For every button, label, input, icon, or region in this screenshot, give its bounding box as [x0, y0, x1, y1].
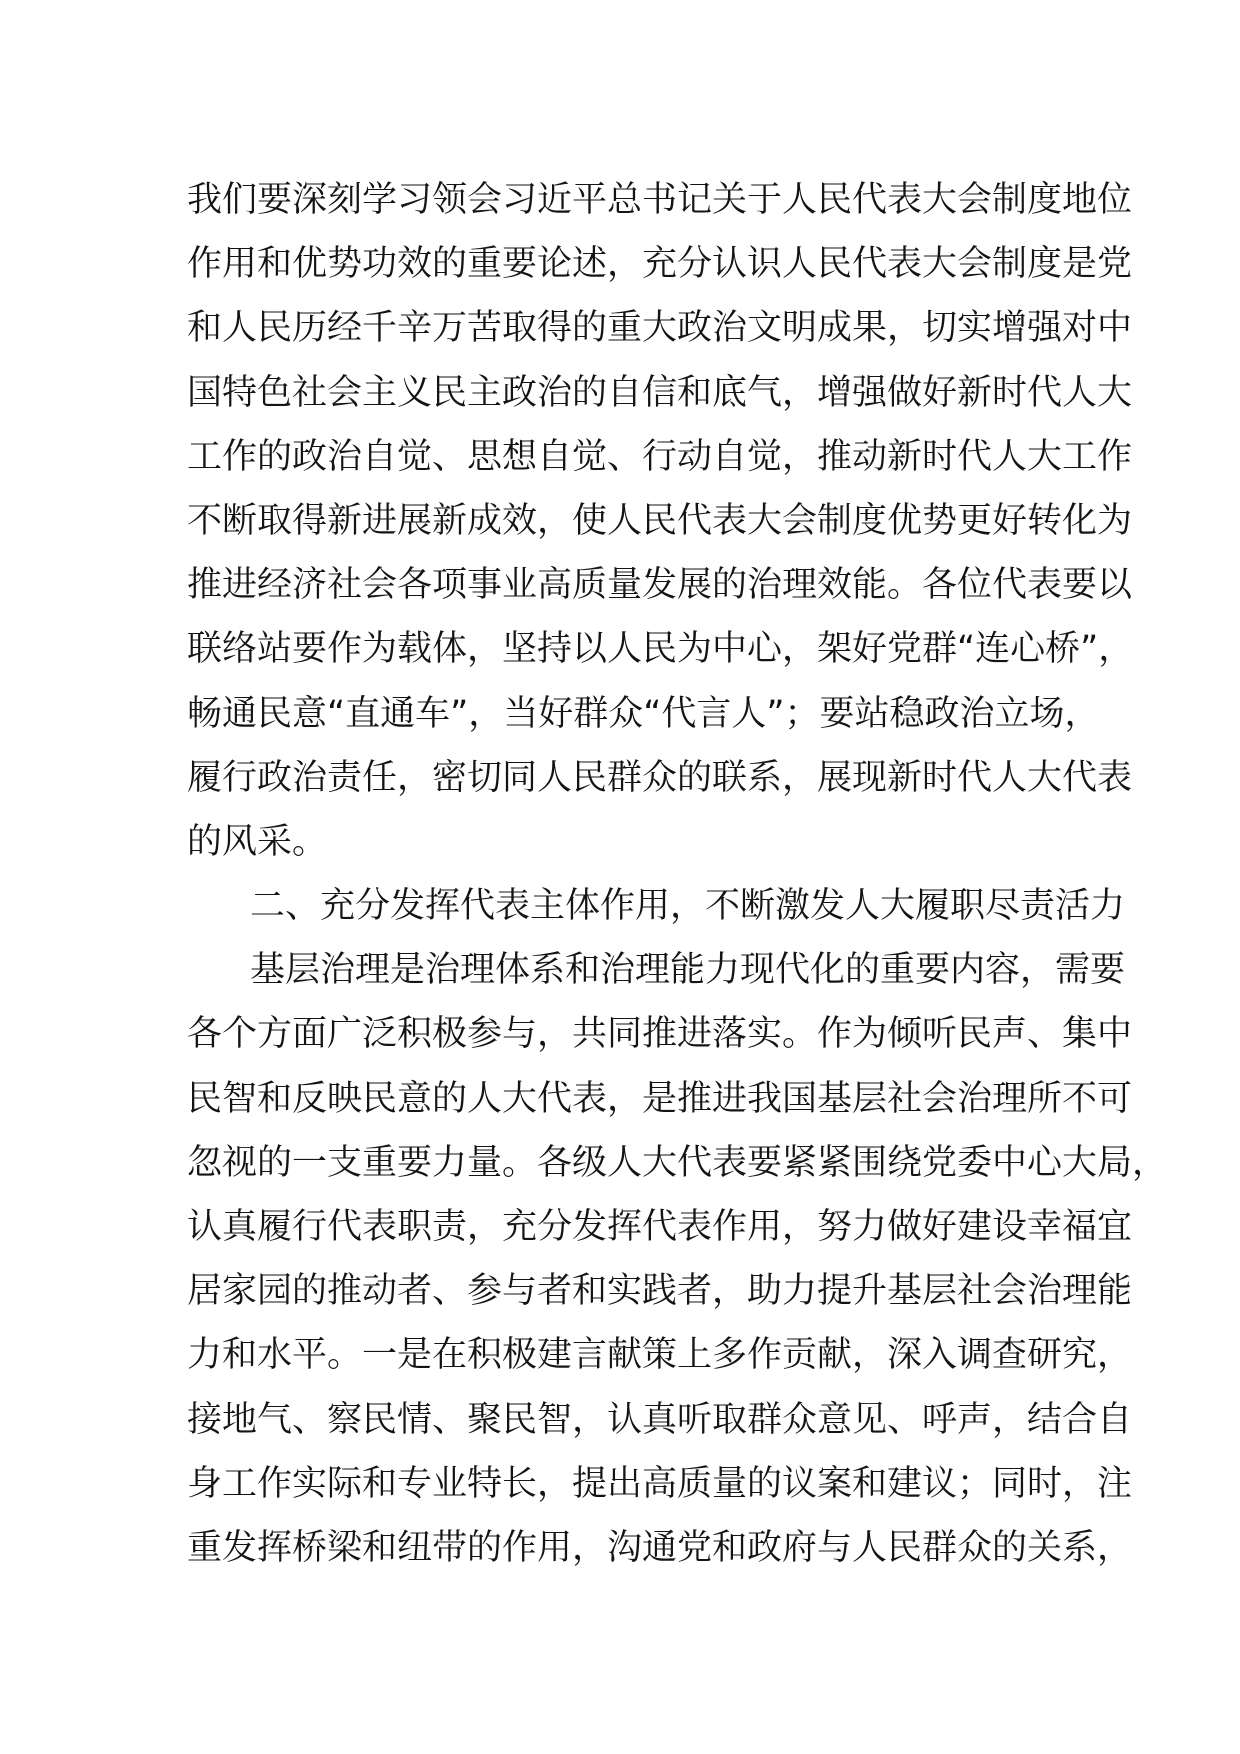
paragraph-line-7: 推进经济社会各项事业高质量发展的治理效能。各位代表要以 — [187, 565, 1133, 606]
paragraph-line-16: 忽视的一支重要力量。各级人大代表要紧紧围绕党委中心大局， — [187, 1142, 1168, 1183]
paragraph-line-15: 民智和反映民意的人大代表，是推进我国基层社会治理所不可 — [187, 1078, 1133, 1119]
paragraph-line-10: 履行政治责任，密切同人民群众的联系，展现新时代人大代表 — [187, 757, 1133, 798]
paragraph-line-3: 和人民历经千辛万苦取得的重大政治文明成果，切实增强对中 — [187, 308, 1133, 349]
paragraph-line-9: 畅通民意“直通车”，当好群众“代言人”；要站稳政治立场， — [187, 693, 1100, 734]
paragraph-line-19: 力和水平。一是在积极建言献策上多作贡献，深入调查研究， — [187, 1335, 1133, 1376]
section-heading: 二、充分发挥代表主体作用，不断激发人大履职尽责活力 — [250, 886, 1126, 927]
paragraph-line-11: 的风采。 — [187, 821, 328, 862]
paragraph-line-18: 居家园的推动者、参与者和实践者，助力提升基层社会治理能 — [187, 1271, 1133, 1312]
body-text — [187, 168, 1168, 1580]
paragraph-line-21: 身工作实际和专业特长，提出高质量的议案和建议；同时，注 — [187, 1463, 1133, 1504]
paragraph-line-5: 工作的政治自觉、思想自觉、行动自觉，推动新时代人大工作 — [187, 436, 1133, 477]
paragraph-line-1: 我们要深刻学习领会习近平总书记关于人民代表大会制度地位 — [187, 180, 1133, 220]
paragraph-line-4: 国特色社会主义民主政治的自信和底气，增强做好新时代人大 — [187, 372, 1133, 413]
paragraph-line-20: 接地气、察民情、聚民智，认真听取群众意见、呼声，结合自 — [187, 1399, 1133, 1440]
paragraph-line-14: 各个方面广泛积极参与，共同推进落实。作为倾听民声、集中 — [187, 1014, 1133, 1055]
paragraph-line-13: 基层治理是治理体系和治理能力现代化的重要内容，需要 — [250, 950, 1126, 991]
paragraph-line-17: 认真履行代表职责，充分发挥代表作用，努力做好建设幸福宜 — [187, 1207, 1133, 1247]
paragraph-line-8: 联络站要作为载体，坚持以人民为中心，架好党群“连心桥”， — [187, 629, 1134, 670]
paragraph-line-22: 重发挥桥梁和纽带的作用，沟通党和政府与人民群众的关系， — [187, 1527, 1133, 1568]
paragraph-line-6: 不断取得新进展新成效，使人民代表大会制度优势更好转化为 — [187, 500, 1133, 541]
paragraph-line-2: 作用和优势功效的重要论述，充分认识人民代表大会制度是党 — [187, 244, 1133, 285]
